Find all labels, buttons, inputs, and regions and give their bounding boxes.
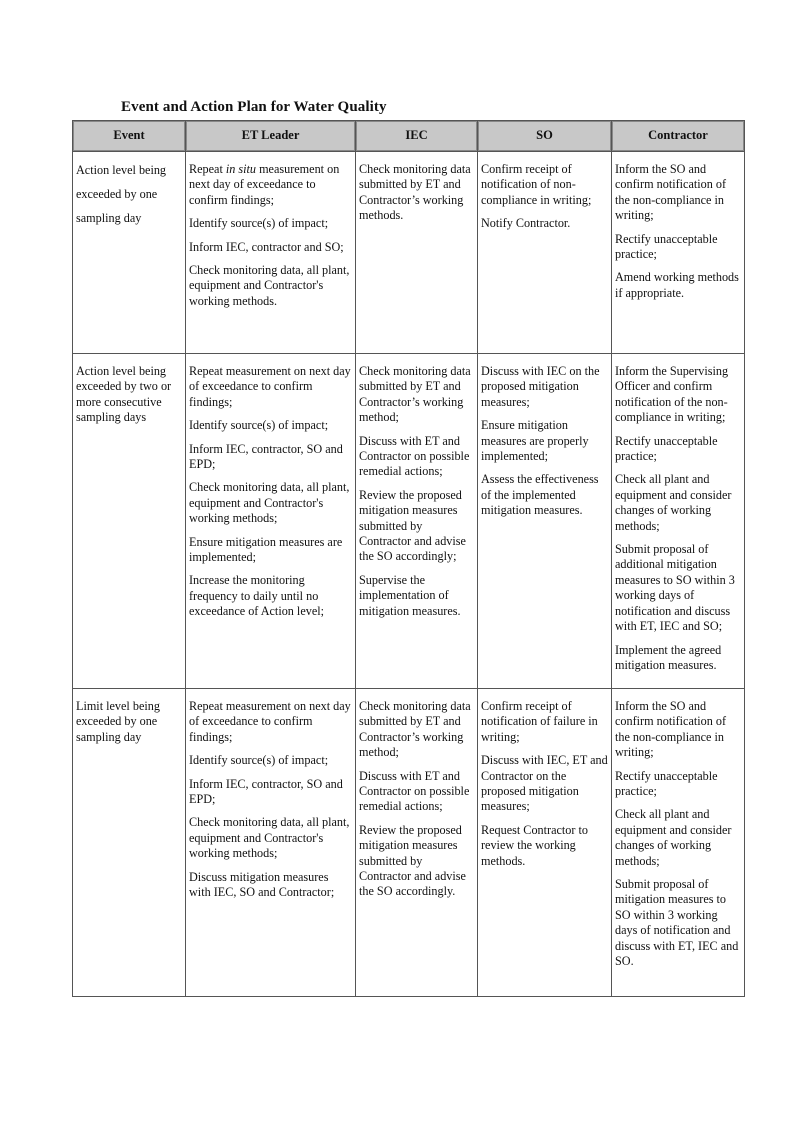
header-so: SO [478,121,612,152]
action-item: Rectify unacceptable practice; [615,231,718,262]
action-item: Submit proposal of mitigation measures to SO within 3 working days of notification and discuss with ET, IEC and SO. [615,877,739,969]
event-text: Action level being exceeded by one sampling day [76,163,167,225]
action-text-emphasis: in situ [225,162,257,176]
iec-cell [356,354,478,689]
action-item: Check all plant and equipment and consider changes of working methods; [615,807,732,868]
contractor-cell [612,354,745,689]
header-et-leader: ET Leader [186,121,356,152]
action-item: Inform the Supervising Officer and confirm notification of the non-compliance in writing; [615,364,729,425]
so-cell [478,689,612,997]
action-item: Discuss with IEC on the proposed mitigation measures; [481,364,600,409]
action-item: Check monitoring data, all plant, equipment and Contractor's working methods; [189,480,350,526]
action-item: Notify Contractor. [481,216,571,231]
action-item: Increase the monitoring frequency to daily until no exceedance of Action level; [189,573,325,619]
action-item: Inform IEC, contractor and SO; [189,239,344,254]
action-item: Repeat measurement on next day of exceedance to confirm findings; [189,364,351,409]
action-item: Review the proposed mitigation measures submitted by Contractor and advise the SO accordingly. [359,822,466,899]
table-row [73,689,745,997]
action-item: Check monitoring data submitted by ET and Contractor’s working method; [359,364,471,425]
table-header-row [73,121,745,152]
action-item: Submit proposal of additional mitigation measures to SO within 3 working days of notification and discuss with ET, IEC and SO; [615,542,735,634]
table-row [73,152,745,354]
action-item: Confirm receipt of notification of non-compliance in writing; [481,162,592,207]
et-leader-cell [186,689,356,997]
so-cell [478,152,612,354]
action-item: Implement the agreed mitigation measures. [615,642,722,672]
action-item: Discuss with ET and Contractor on possible remedial actions; [359,433,470,479]
action-item: Ensure mitigation measures are properly implemented; [481,418,589,464]
iec-cell [356,152,478,354]
action-item: Ensure mitigation measures are implemented; [189,534,343,565]
event-cell [73,354,186,689]
action-item: Review the proposed mitigation measures submitted by Contractor and advise the SO accordingly; [359,487,466,564]
action-item: Check all plant and equipment and consider changes of working methods; [615,472,732,533]
table-row [73,354,745,689]
header-contractor: Contractor [612,121,745,152]
action-item: Check monitoring data, all plant, equipment and Contractor's working methods; [189,815,350,861]
event-text: Action level being exceeded by two or more consecutive sampling days [76,364,172,425]
action-item: Amend working methods if appropriate. [615,270,739,300]
action-item: Supervise the implementation of mitigation measures. [359,572,461,618]
action-item: Identify source(s) of impact; [189,753,329,768]
contractor-cell [612,689,745,997]
action-item: Discuss with ET and Contractor on possible remedial actions; [359,768,470,814]
action-item: Repeat measurement on next day of exceedance to confirm findings; [189,699,351,744]
action-item: Inform IEC, contractor, SO and EPD; [189,776,343,807]
et-leader-cell [186,354,356,689]
header-iec: IEC [356,121,478,152]
document-title: Event and Action Plan for Water Quality [121,99,387,115]
action-item: Check monitoring data submitted by ET and Contractor’s working method; [359,699,471,760]
so-cell [478,354,612,689]
action-item: Inform IEC, contractor, SO and EPD; [189,441,343,472]
action-text-post: measurement on next day of exceedance to confirm findings; [189,162,340,207]
event-action-plan-table [72,120,745,997]
et-leader-cell [186,152,356,354]
action-item: Identify source(s) of impact; [189,418,329,433]
action-item: Discuss mitigation measures with IEC, SO and Contractor; [189,869,335,900]
action-item [189,162,352,208]
action-item: Inform the SO and confirm notification of the non-compliance in writing; [615,162,727,223]
event-text: Limit level being exceeded by one sampling day [76,699,160,744]
action-item: Rectify unacceptable practice; [615,768,718,799]
contractor-cell [612,152,745,354]
action-text-pre: Repeat [189,162,226,176]
action-item: Check monitoring data submitted by ET and Contractor’s working methods. [359,162,471,223]
action-item: Rectify unacceptable practice; [615,433,718,464]
action-item: Discuss with IEC, ET and Contractor on the proposed mitigation measures; [481,753,608,814]
iec-cell [356,689,478,997]
action-item: Identify source(s) of impact; [189,216,329,231]
event-cell [73,689,186,997]
event-cell [73,152,186,354]
action-item: Request Contractor to review the working methods. [481,822,588,868]
action-item: Assess the effectiveness of the implemented mitigation measures. [481,472,599,518]
action-item: Confirm receipt of notification of failure in writing; [481,699,598,744]
action-item: Check monitoring data, all plant, equipment and Contractor's working methods. [189,263,350,308]
action-item: Inform the SO and confirm notification of the non-compliance in writing; [615,699,727,760]
header-event: Event [73,121,186,152]
